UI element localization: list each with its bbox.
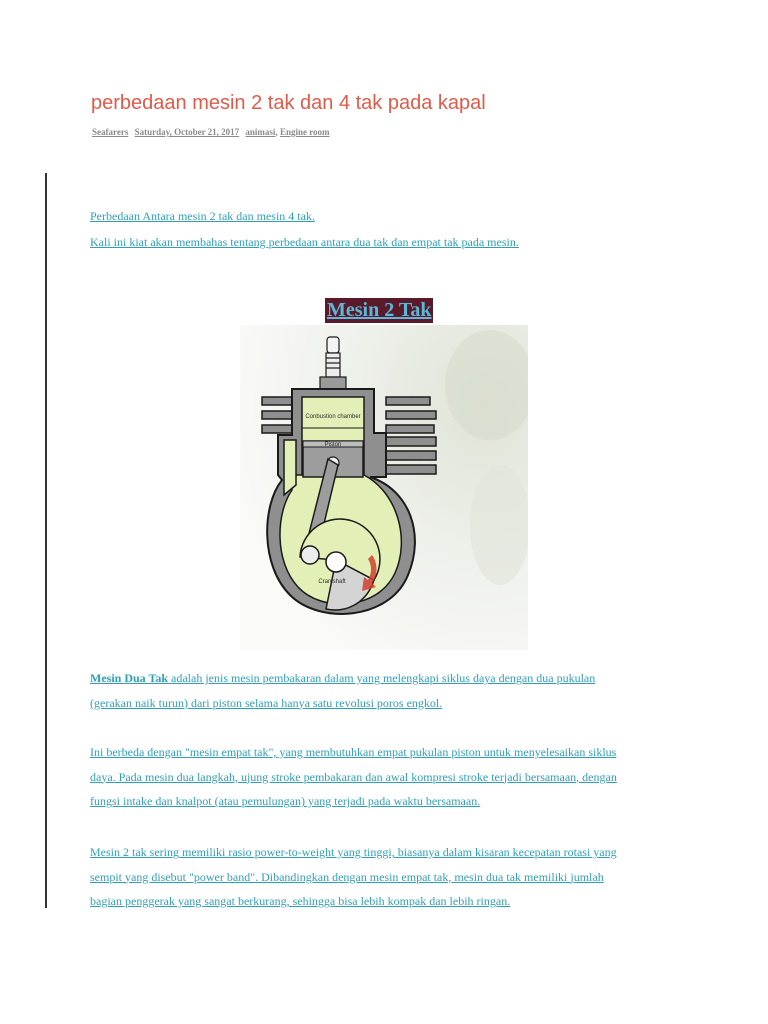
section-heading: Mesin 2 Tak — [327, 299, 432, 321]
left-margin-line — [45, 173, 47, 908]
label-link-animasi[interactable]: animasi — [245, 127, 276, 137]
paragraph-line[interactable]: daya. Pada mesin dua langkah, ujung stroke pembakaran dan awal kompresi stroke terjadi bersamaan, dengan — [90, 769, 617, 784]
intro-line-1[interactable]: Perbedaan Antara mesin 2 tak dan mesin 4 tak. — [90, 209, 315, 223]
post-meta: Seafarers Saturday, October 21, 2017 animasi, Engine room — [92, 127, 330, 137]
intro-line-2[interactable]: Kali ini kiat akan membahas tentang perbedaan antara dua tak dan empat tak pada mesin. — [90, 235, 519, 249]
paragraph-line[interactable]: fungsi intake dan knalpot (atau pemulungan) yang terjadi pada waktu bersamaan. — [90, 794, 481, 808]
transfer-port — [284, 440, 296, 495]
paragraph-line[interactable]: Ini berbeda dengan "mesin empat tak", yang membutuhkan empat pukulan piston untuk menyelesaikan siklus — [90, 745, 617, 759]
crankshaft-label: Cranishaft — [318, 579, 346, 585]
engine-diagram — [240, 325, 528, 650]
crankshaft-hub — [326, 552, 346, 572]
piston-label: Piston — [324, 442, 342, 448]
paragraph-lead-term[interactable]: Mesin Dua Tak — [90, 671, 169, 685]
paragraph-line[interactable]: sempit yang disebut "power band". Dibandingkan dengan mesin empat tak, mesin dua tak memiliki jumlah — [90, 869, 604, 884]
paragraph-line[interactable]: Mesin 2 tak sering memiliki rasio power-to-weight yang tinggi, biasanya dalam kisaran kecepatan rotasi yang — [90, 845, 617, 859]
label-link-engine-room[interactable]: Engine room — [279, 127, 330, 137]
post-title[interactable]: perbedaan mesin 2 tak dan 4 tak pada kapal — [91, 92, 486, 114]
chamber-label: Conbustion chamber — [305, 414, 361, 420]
blur-patch — [470, 465, 528, 585]
paragraph-line[interactable]: (gerakan naik turun) dari piston selama hanya satu revolusi poros engkol. — [90, 695, 443, 710]
paragraph-mesin-dua-tak — [90, 666, 680, 715]
paragraph-line[interactable]: adalah jenis mesin pembakaran dalam yang melengkapi siklus daya dengan dua pukulan — [168, 671, 596, 685]
author-link[interactable]: Seafarers — [92, 127, 129, 137]
date-link[interactable]: Saturday, October 21, 2017 — [134, 127, 240, 137]
two-stroke-engine-svg — [240, 325, 528, 650]
paragraph-perbedaan — [90, 740, 680, 814]
paragraph-power-band — [90, 840, 680, 914]
crank-pin — [301, 546, 319, 564]
paragraph-line[interactable]: bagian penggerak yang sangat berkurang, sehingga bisa lebih kompak dan lebih ringan. — [90, 894, 511, 908]
